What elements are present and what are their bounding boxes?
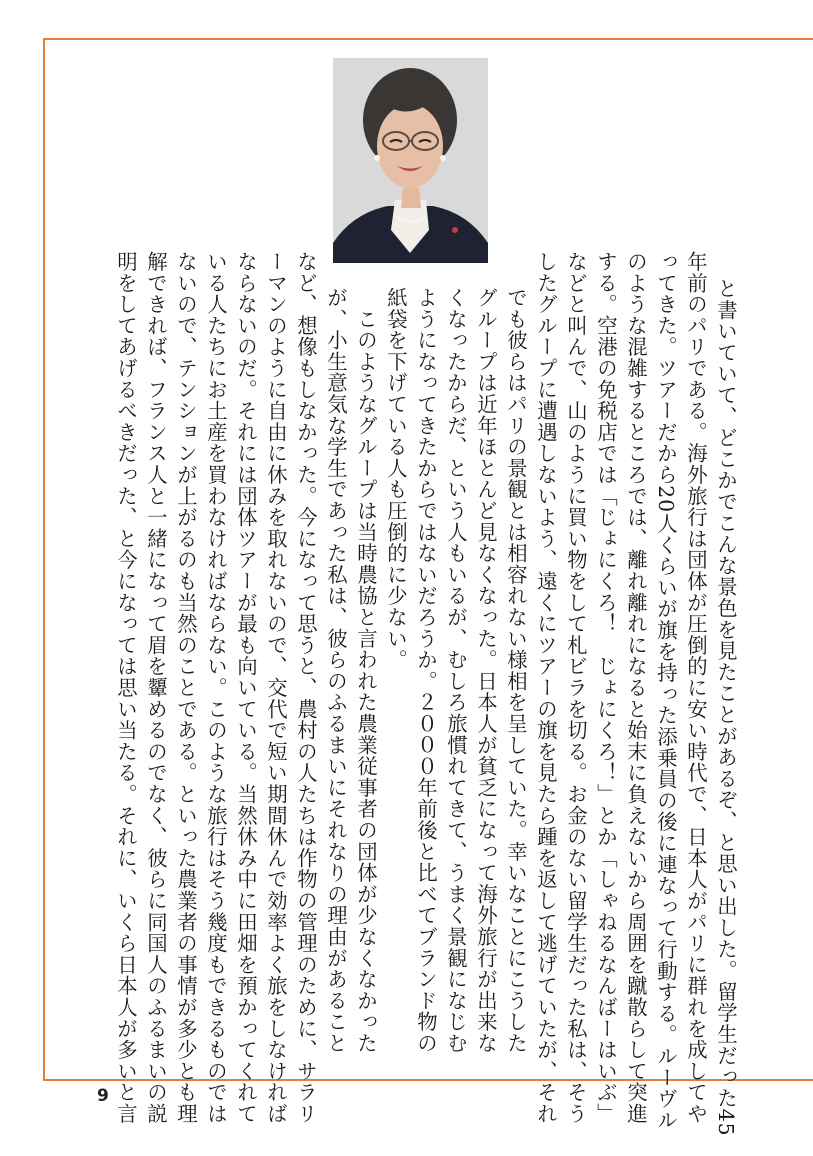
- text-column: 年前のパリである。海外旅行は団体が圧倒的に安い時代で、日本人がパリに群れを成してや: [684, 251, 708, 1125]
- text-column: ーマンのように自由に休みを取れないので、交代で短い期間休んで効率よく旅をしなければ: [264, 251, 288, 1125]
- text-column: 紙袋を下げている人も圧倒的に少ない。: [384, 287, 408, 671]
- text-column: など、想像もしなかった。今になって思うと、農村の人たちは作物の管理のために、サラリ: [294, 251, 318, 1125]
- text-column: ってきた。ツアーだから20人くらいが旗を持った添乗員の後に連なって行動する。ルーヴル: [654, 251, 678, 1131]
- text-column: のような混雑するところでは、離れ離れになると始末に負えないから周囲を蹴散らして突進: [624, 251, 648, 1125]
- portrait-image: [333, 58, 488, 263]
- text-column: 明をしてあげるべきだった、と今になっては思い当たる。それに、いくら日本人が多いと言: [114, 251, 138, 1125]
- text-column: グループは近年ほとんど見なくなった。日本人が貧乏になって海外旅行が出来な: [474, 287, 498, 1054]
- text-column: と書いていて、どこかでこんな景色を見たことがあるぞ、と思い出した。留学生だった45: [714, 278, 738, 1137]
- page-number: 9: [97, 1086, 109, 1106]
- text-column: などと叫んで、山のように買い物をして札ビラを切る。お金のない留学生だった私は、そう: [564, 251, 588, 1125]
- text-column: する。空港の免税店では「じょにくろ！ じょにくろ！」とか「しゃねるなんばーはいぶ」: [594, 251, 618, 1125]
- text-column: ないので、テンションが上がるのも当然のことである。といった農業者の事情が多少とも理: [174, 251, 198, 1125]
- text-column: いる人たちにお土産を買わなければならない。このような旅行はそう幾度もできるものでは: [204, 251, 228, 1125]
- author-photo: [333, 58, 488, 263]
- text-column: が、小生意気な学生であった私は、彼らのふるまいにそれなりの理由があること: [324, 287, 348, 1054]
- text-column: したグループに遭遇しないよう、遠くにツアーの旗を見たら踵を返して逃げていたが、それ: [534, 251, 558, 1125]
- text-column: ならないのだ。それには団体ツアーが最も向いている。当然休み中に田畑を預かってくれて: [234, 251, 258, 1125]
- text-column: このようなグループは当時農協と言われた農業従事者の団体が少なくなかった: [354, 287, 378, 1054]
- text-column: くなったからだ、という人もいるが、むしろ旅慣れてきて、うまく景観になじむ: [444, 287, 468, 1054]
- text-column: ようになってきたからではないだろうか。２０００年前後と比べてブランド物の: [414, 287, 438, 1054]
- text-column: でも彼らはパリの景観とは相容れない様相を呈していた。幸いなことにこうした: [504, 287, 528, 1054]
- text-column: 解できれば、フランス人と一緒になって眉を顰めるのでなく、彼らに同国人のふるまいの説: [144, 251, 168, 1125]
